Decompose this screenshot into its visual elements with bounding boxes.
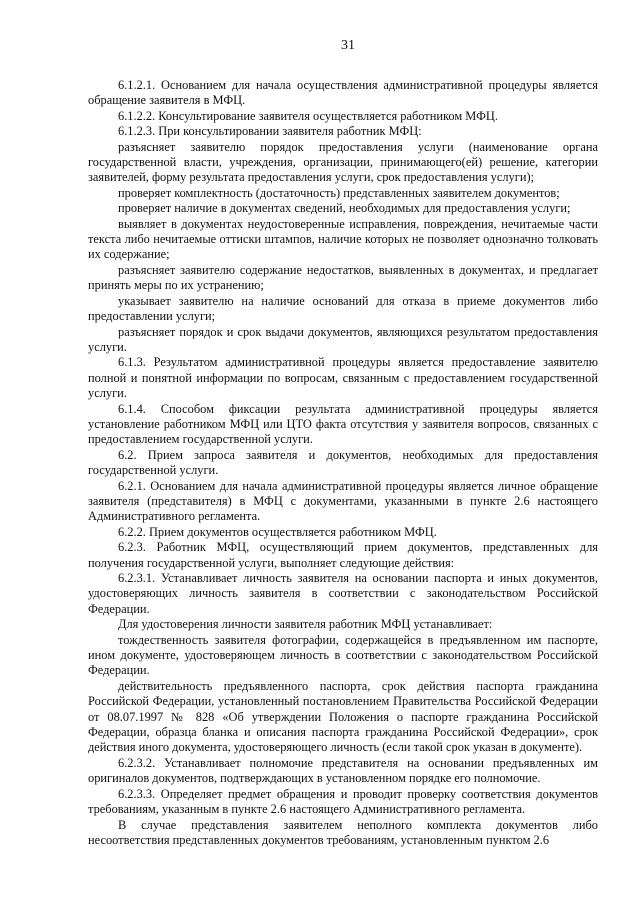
paragraph: 6.1.2.2. Консультирование заявителя осуществляется работником МФЦ. (118, 108, 498, 123)
paragraph: 6.1.3. Результатом административной процедуры является предоставление заявителю полной и понятной информации по вопросам, связанным с предоставлением государственной услуги. (88, 355, 598, 401)
paragraph: 6.2.3.2. Устанавливает полномочие представителя на основании предъявленных им оригиналов документов, подтверждающих в установленном порядке его полномочие. (88, 755, 598, 786)
paragraph: 6.1.2.1. Основанием для начала осуществления административной процедуры является обращение заявителя в МФЦ. (88, 78, 598, 108)
paragraph: 6.2.1. Основанием для начала административной процедуры является личное обращение заявителя (представителя) в МФЦ с документами, указанными в пункте 2.6 настоящего Административного регламента. (88, 478, 598, 524)
paragraph: 6.2.3.3. Определяет предмет обращения и проводит проверку соответствия документов требованиям, указанным в пункте 2.6 настоящего Административного регламента. (88, 786, 598, 817)
paragraph: 6.2.3.1. Устанавливает личность заявителя на основании паспорта и иных документов, удостоверяющих личность заявителя в соответствии с законодательством Российской Федерации. (88, 571, 598, 616)
paragraph: тождественность заявителя фотографии, содержащейся в предъявленном им паспорте, ином документе, удостоверяющем личность в соответствии с законодательством Российской Федерации. (88, 632, 598, 678)
paragraph: проверяет наличие в документах сведений, необходимых для предоставления услуги; (118, 201, 571, 216)
paragraph: 6.1.2.3. При консультировании заявителя работник МФЦ: (118, 124, 422, 139)
paragraph: проверяет комплектность (достаточность) представленных заявителем документов; (118, 185, 560, 200)
paragraph: разъясняет порядок и срок выдачи документов, являющихся результатом предоставления услуги. (88, 324, 598, 354)
paragraph: разъясняет заявителю содержание недостатков, выявленных в документах, и предлагает принять меры по их устранению; (88, 262, 598, 293)
document-body (88, 78, 598, 848)
paragraph: выявляет в документах неудостоверенные исправления, повреждения, нечитаемые части текста либо нечитаемые оттиски штампов, наличие которых не позволяет однозначно толковать их содержание; (88, 216, 598, 262)
paragraph: В случае представления заявителем неполного комплекта документов либо несоответствия представленных документов требованиям, установленным пунктом 2.6 (88, 817, 598, 847)
paragraph: действительность предъявленного паспорта, срок действия паспорта гражданина Российской Федерации, установленный постановлением Правительства Российской Федерации от 08.07.1997 № 828 «Об утверждении Положения о паспорте гражданина Российской Федерации, образца бланка и описания паспорта гражданина Российской Федерации», срок действия иного документа, удостоверяющего личность (если такой срок указан в документе). (88, 678, 598, 755)
paragraph: указывает заявителю на наличие оснований для отказа в приеме документов либо предоставлении услуги; (88, 293, 598, 324)
paragraph: 6.2.3. Работник МФЦ, осуществляющий прием документов, представленных для получения государственной услуги, выполняет следующие действия: (88, 540, 598, 570)
paragraph: разъясняет заявителю порядок предоставления услуги (наименование органа государственной власти, учреждения, организации, принимающего(ей) решение, категории заявителей, форму результата предоставления услуги, срок предоставления услуги); (88, 139, 598, 185)
paragraph: 6.2.2. Прием документов осуществляется работником МФЦ. (118, 524, 437, 539)
paragraph: 6.1.4. Способом фиксации результата административной процедуры является установление работником МФЦ или ЦТО факта отсутствия у заявителя вопросов, связанных с предоставлением государственной услуги. (88, 401, 598, 447)
page-number: 31 (341, 38, 355, 53)
paragraph: 6.2. Прием запроса заявителя и документов, необходимых для предоставления государственной услуги. (88, 447, 598, 478)
paragraph: Для удостоверения личности заявителя работник МФЦ устанавливает: (118, 617, 493, 632)
